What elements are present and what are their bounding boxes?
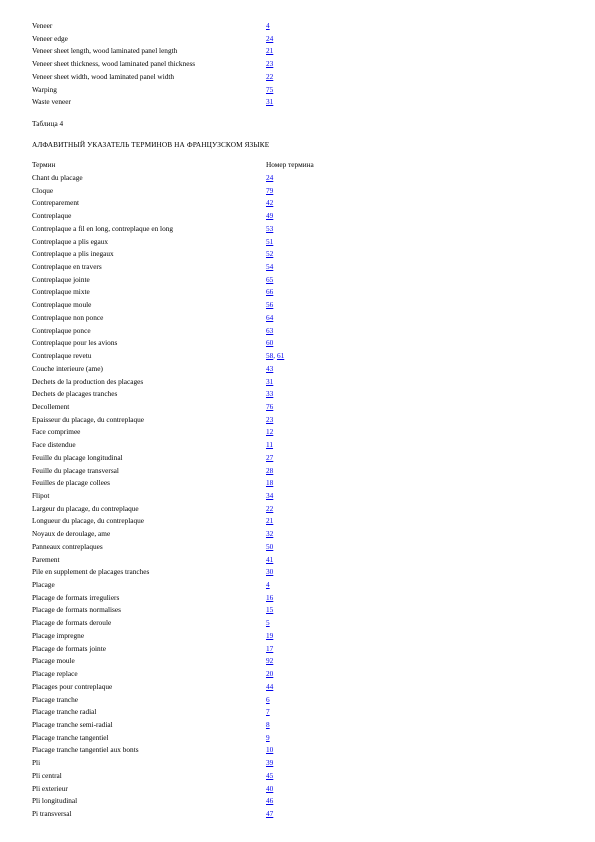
term-number-link[interactable]: 60 bbox=[266, 338, 274, 348]
term-number-link[interactable]: 7 bbox=[266, 707, 270, 717]
column-header-number: Номер термина bbox=[266, 160, 314, 169]
index-row bbox=[32, 503, 572, 515]
index-term: Pi transversal bbox=[32, 809, 72, 818]
term-number-link[interactable]: 17 bbox=[266, 643, 274, 653]
term-number-refs bbox=[266, 33, 273, 45]
index-term: Placage tranche bbox=[32, 694, 78, 704]
index-term: Pile en supplement de placages tranches bbox=[32, 567, 150, 577]
index-term: Contreplaque a plis inegaux bbox=[32, 249, 114, 259]
term-number-refs bbox=[266, 299, 273, 311]
index-row bbox=[32, 96, 572, 108]
index-term: Feuilles de placage collees bbox=[32, 478, 111, 488]
index-term: Dechets de placages tranches bbox=[32, 389, 118, 399]
term-number-refs bbox=[266, 770, 273, 782]
index-term: Placage replace bbox=[32, 669, 78, 679]
table-label: Таблица 4 bbox=[32, 119, 64, 128]
index-term: Contreplaque a fil en long, contreplaque en long bbox=[32, 223, 174, 233]
term-number-refs bbox=[266, 566, 273, 578]
term-number-link[interactable]: 15 bbox=[266, 605, 274, 615]
index-row bbox=[32, 566, 572, 578]
term-number-link[interactable]: 39 bbox=[266, 758, 274, 768]
term-number-link[interactable]: 46 bbox=[266, 796, 274, 806]
term-number-link[interactable]: 65 bbox=[266, 274, 274, 284]
index-row bbox=[32, 172, 572, 184]
index-row bbox=[32, 694, 572, 706]
index-term: Veneer sheet thickness, wood laminated panel thickness bbox=[32, 59, 196, 69]
term-number-link[interactable]: 63 bbox=[266, 325, 274, 335]
index-row bbox=[32, 210, 572, 222]
index-row bbox=[32, 592, 572, 604]
term-number-refs bbox=[266, 706, 270, 718]
index-term: Contreplaque ponce bbox=[32, 325, 91, 335]
index-term: Contreplaque revetu bbox=[32, 351, 92, 361]
term-number-link[interactable]: 79 bbox=[266, 185, 274, 195]
index-term: Contreplaque a plis egaux bbox=[32, 236, 108, 246]
index-term: Veneer edge bbox=[32, 33, 68, 43]
term-number-link[interactable]: 10 bbox=[266, 745, 274, 755]
index-row bbox=[32, 706, 572, 718]
term-number-link[interactable]: 22 bbox=[266, 71, 274, 81]
term-number-refs bbox=[266, 503, 273, 515]
index-row bbox=[32, 337, 572, 349]
term-number-link[interactable]: 76 bbox=[266, 401, 274, 411]
term-number-refs bbox=[266, 452, 273, 464]
term-number-link[interactable]: 12 bbox=[266, 427, 274, 437]
term-number-refs bbox=[266, 655, 273, 667]
term-number-link[interactable]: 33 bbox=[266, 389, 274, 399]
term-number-link[interactable]: 23 bbox=[266, 414, 274, 424]
term-number-link[interactable]: 64 bbox=[266, 312, 274, 322]
term-number-link[interactable]: 18 bbox=[266, 478, 274, 488]
index-term: Veneer bbox=[32, 21, 53, 30]
term-number-link[interactable]: 56 bbox=[266, 300, 274, 310]
index-term: Placage tranche semi-radial bbox=[32, 719, 113, 729]
index-term: Contreplaque mixte bbox=[32, 287, 90, 297]
term-number-link[interactable]: 8 bbox=[266, 719, 270, 729]
index-row bbox=[32, 808, 572, 820]
index-term: Placage tranche radial bbox=[32, 707, 97, 717]
term-number-refs bbox=[266, 401, 273, 413]
term-number-link[interactable]: 24 bbox=[266, 173, 274, 182]
index-term: Waste veneer bbox=[32, 97, 71, 107]
index-row bbox=[32, 783, 572, 795]
term-number-refs bbox=[266, 20, 270, 32]
term-number-refs bbox=[266, 808, 273, 820]
term-number-refs bbox=[266, 515, 273, 527]
index-row bbox=[32, 274, 572, 286]
term-number-refs bbox=[266, 528, 273, 540]
term-number-refs bbox=[266, 681, 273, 693]
term-number-refs bbox=[266, 757, 273, 769]
index-term: Longueur du placage, du contreplaque bbox=[32, 516, 145, 526]
index-row bbox=[32, 299, 572, 311]
term-number-refs bbox=[266, 604, 273, 616]
term-number-link[interactable]: 41 bbox=[266, 554, 274, 564]
index-term: Contreplaque bbox=[32, 211, 72, 221]
term-number-link[interactable]: 27 bbox=[266, 452, 274, 462]
index-row bbox=[32, 33, 572, 45]
index-term: Pli longitudinal bbox=[32, 796, 78, 806]
term-number-refs bbox=[266, 694, 270, 706]
index-row bbox=[32, 312, 572, 324]
term-number-link[interactable]: 61 bbox=[276, 351, 285, 361]
index-row bbox=[32, 248, 572, 260]
index-row bbox=[32, 477, 572, 489]
index-row bbox=[32, 528, 572, 540]
index-term: Placage de formats irreguliers bbox=[32, 592, 120, 602]
term-number-refs: 58, 61 bbox=[266, 351, 285, 361]
index-term: Placages pour contreplaque bbox=[32, 681, 113, 691]
index-term: Placage impregne bbox=[32, 630, 85, 640]
index-heading: АЛФАВИТНЫЙ УКАЗАТЕЛЬ ТЕРМИНОВ НА ФРАНЦУЗСКОМ ЯЗЫКЕ bbox=[32, 140, 270, 149]
term-number-refs bbox=[266, 236, 273, 248]
index-row bbox=[32, 719, 572, 731]
index-term: Epaisseur du placage, du contreplaque bbox=[32, 414, 145, 424]
term-number-refs bbox=[266, 45, 273, 57]
index-row bbox=[32, 236, 572, 248]
term-number-link[interactable]: 44 bbox=[266, 681, 274, 691]
term-number-link[interactable]: 21 bbox=[266, 516, 274, 526]
index-term: Couche interieure (ame) bbox=[32, 363, 103, 373]
term-number-link[interactable]: 50 bbox=[266, 541, 274, 551]
term-number-link[interactable]: 30 bbox=[266, 567, 274, 577]
term-number-refs bbox=[266, 210, 273, 222]
term-number-refs bbox=[266, 376, 273, 388]
term-number-link[interactable]: 9 bbox=[266, 732, 270, 742]
term-number-refs bbox=[266, 286, 273, 298]
term-number-refs bbox=[266, 363, 273, 375]
term-number-link[interactable]: 19 bbox=[266, 630, 274, 640]
term-number-link[interactable]: 31 bbox=[266, 376, 274, 386]
index-row bbox=[32, 757, 572, 769]
index-row bbox=[32, 452, 572, 464]
term-number-link[interactable]: 31 bbox=[266, 97, 274, 107]
term-number-refs bbox=[266, 732, 270, 744]
term-number-link[interactable]: 42 bbox=[266, 198, 274, 208]
index-term: Veneer sheet length, wood laminated panel length bbox=[32, 46, 178, 56]
term-number-refs bbox=[266, 185, 273, 197]
term-number-refs bbox=[266, 248, 273, 260]
term-number-link[interactable]: 11 bbox=[266, 440, 274, 450]
index-row bbox=[32, 770, 572, 782]
term-number-refs bbox=[266, 579, 270, 591]
term-number-link[interactable]: 5 bbox=[266, 618, 270, 628]
term-number-refs bbox=[266, 58, 273, 70]
index-term: Decollement bbox=[32, 401, 70, 411]
term-number-refs bbox=[266, 84, 273, 96]
term-number-link[interactable]: 34 bbox=[266, 491, 274, 500]
index-term: Face comprimee bbox=[32, 427, 81, 437]
index-term: Parement bbox=[32, 554, 60, 564]
term-number-refs bbox=[266, 414, 273, 426]
index-row bbox=[32, 439, 572, 451]
index-row bbox=[32, 261, 572, 273]
index-term: Feuille du placage longitudinal bbox=[32, 452, 123, 462]
term-number-refs bbox=[266, 541, 273, 553]
index-term: Warping bbox=[32, 84, 57, 94]
index-row bbox=[32, 795, 572, 807]
term-number-refs bbox=[266, 643, 273, 655]
term-number-refs bbox=[266, 388, 273, 400]
index-term: Placage bbox=[32, 580, 55, 590]
index-row bbox=[32, 350, 572, 362]
term-number-refs bbox=[266, 719, 270, 731]
term-number-link[interactable]: 40 bbox=[266, 783, 274, 793]
index-row bbox=[32, 643, 572, 655]
column-header-row bbox=[32, 159, 572, 171]
term-number-link[interactable]: 75 bbox=[266, 84, 274, 94]
term-number-refs bbox=[266, 592, 273, 604]
index-term: Contreplaque en travers bbox=[32, 262, 102, 272]
index-term: Dechets de la production des placages bbox=[32, 376, 144, 386]
term-number-refs bbox=[266, 274, 273, 286]
index-row bbox=[32, 286, 572, 298]
index-term: Placage tranche tangentiel aux bonts bbox=[32, 745, 139, 755]
index-row bbox=[32, 604, 572, 616]
index-term: Contreplaque moule bbox=[32, 300, 92, 310]
term-number-refs bbox=[266, 337, 273, 349]
index-term: Panneaux contreplaques bbox=[32, 541, 103, 551]
column-header-term: Термин bbox=[32, 160, 56, 169]
term-number-refs bbox=[266, 439, 273, 451]
term-number-link[interactable]: 92 bbox=[266, 656, 274, 666]
term-number-refs bbox=[266, 223, 273, 235]
index-row bbox=[32, 630, 572, 642]
term-number-link[interactable]: 20 bbox=[266, 669, 274, 679]
index-row bbox=[32, 401, 572, 413]
term-number-refs bbox=[266, 197, 273, 209]
index-row bbox=[32, 223, 572, 235]
term-number-refs bbox=[266, 490, 273, 502]
index-term: Cloque bbox=[32, 185, 54, 195]
index-row bbox=[32, 376, 572, 388]
index-row bbox=[32, 744, 572, 756]
index-row bbox=[32, 732, 572, 744]
index-term: Pli bbox=[32, 758, 41, 768]
index-term: Pli central bbox=[32, 770, 62, 780]
term-number-link[interactable]: 51 bbox=[266, 236, 274, 246]
index-row bbox=[32, 490, 572, 502]
index-term: Placage de formats jointe bbox=[32, 643, 106, 653]
term-number-link[interactable]: 54 bbox=[266, 262, 274, 272]
index-term: Largeur du placage, du contreplaque bbox=[32, 503, 139, 513]
index-term: Placage moule bbox=[32, 656, 75, 666]
index-row bbox=[32, 58, 572, 70]
index-term: Contreplaque non ponce bbox=[32, 312, 104, 322]
term-number-refs bbox=[266, 465, 273, 477]
index-term: Contreparement bbox=[32, 198, 80, 208]
index-row bbox=[32, 668, 572, 680]
index-row bbox=[32, 541, 572, 553]
term-number-link[interactable]: 4 bbox=[266, 580, 270, 590]
index-row bbox=[32, 554, 572, 566]
term-number-link[interactable]: 66 bbox=[266, 287, 274, 297]
term-number-link[interactable]: 22 bbox=[266, 503, 274, 513]
term-number-refs bbox=[266, 172, 273, 184]
term-number-link[interactable]: 47 bbox=[266, 809, 274, 818]
term-number-refs bbox=[266, 617, 270, 629]
index-row bbox=[32, 681, 572, 693]
index-term: Placage tranche tangentiel bbox=[32, 732, 109, 742]
term-number-refs bbox=[266, 744, 273, 756]
index-row bbox=[32, 388, 572, 400]
term-number-link[interactable]: 21 bbox=[266, 46, 274, 56]
index-term: Pli exterieur bbox=[32, 783, 68, 793]
index-row bbox=[32, 197, 572, 209]
index-row bbox=[32, 515, 572, 527]
index-row bbox=[32, 465, 572, 477]
term-number-link[interactable]: 32 bbox=[266, 529, 274, 539]
term-number-link[interactable]: 52 bbox=[266, 249, 274, 259]
term-number-link[interactable]: 45 bbox=[266, 770, 274, 780]
index-row bbox=[32, 655, 572, 667]
index-term: Placage de formats deroule bbox=[32, 618, 112, 628]
index-term: Noyaux de deroulage, ame bbox=[32, 529, 111, 539]
term-number-refs bbox=[266, 312, 273, 324]
term-number-link[interactable]: 53 bbox=[266, 223, 274, 233]
term-number-refs bbox=[266, 426, 273, 438]
term-number-link[interactable]: 23 bbox=[266, 59, 274, 69]
term-number-refs bbox=[266, 668, 273, 680]
term-number-refs bbox=[266, 630, 273, 642]
term-number-refs bbox=[266, 71, 273, 83]
index-row bbox=[32, 84, 572, 96]
index-row bbox=[32, 325, 572, 337]
term-number-link[interactable]: 24 bbox=[266, 33, 274, 43]
index-row bbox=[32, 617, 572, 629]
index-row bbox=[32, 71, 572, 83]
index-row bbox=[32, 185, 572, 197]
index-row bbox=[32, 20, 572, 32]
term-number-refs bbox=[266, 261, 273, 273]
term-number-refs bbox=[266, 477, 273, 489]
index-row bbox=[32, 414, 572, 426]
term-number-link[interactable]: 58 bbox=[266, 351, 274, 361]
index-row bbox=[32, 579, 572, 591]
index-term: Feuille du placage transversal bbox=[32, 465, 119, 475]
term-number-link[interactable]: 43 bbox=[266, 363, 274, 373]
index-term: Flipot bbox=[32, 491, 50, 500]
index-term: Contreplaque jointe bbox=[32, 274, 90, 284]
term-number-refs bbox=[266, 783, 273, 795]
index-row bbox=[32, 426, 572, 438]
term-number-refs bbox=[266, 96, 273, 108]
index-term: Chant du placage bbox=[32, 173, 83, 182]
index-term: Placage de formats normalises bbox=[32, 605, 121, 615]
term-number-link[interactable]: 16 bbox=[266, 592, 274, 602]
index-row bbox=[32, 363, 572, 375]
term-number-refs bbox=[266, 795, 273, 807]
index-term: Veneer sheet width, wood laminated panel width bbox=[32, 71, 175, 81]
term-number-refs bbox=[266, 325, 273, 337]
term-number-link[interactable]: 28 bbox=[266, 465, 274, 475]
index-row bbox=[32, 45, 572, 57]
term-number-refs bbox=[266, 554, 273, 566]
term-number-link[interactable]: 6 bbox=[266, 694, 270, 704]
index-term: Contreplaque pour les avions bbox=[32, 338, 118, 348]
term-number-link[interactable]: 4 bbox=[266, 21, 270, 30]
index-term: Face distendue bbox=[32, 440, 76, 450]
term-number-link[interactable]: 49 bbox=[266, 211, 274, 221]
